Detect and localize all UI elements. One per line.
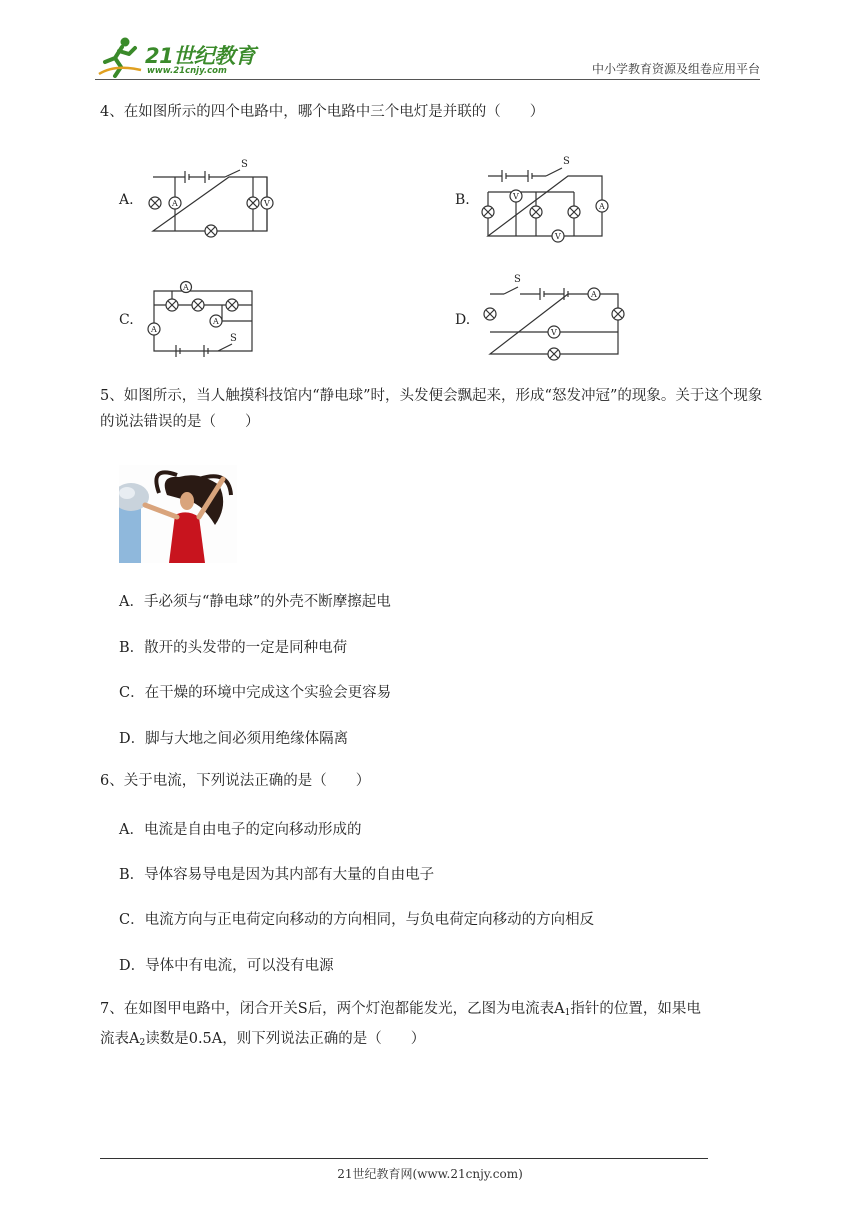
svg-text:A: A: [151, 325, 157, 334]
q5-option-d[interactable]: D．脚与大地之间必须用绝缘体隔离: [119, 731, 349, 747]
question-6-stem: 6、关于电流，下列说法正确的是（ ）: [100, 773, 371, 789]
q5-option-b[interactable]: B．散开的头发带的一定是同种电荷: [119, 640, 348, 656]
page-header: [95, 30, 760, 78]
q6-option-d[interactable]: D．导体中有电流，可以没有电源: [119, 958, 334, 974]
svg-text:S: S: [230, 333, 237, 344]
option-a-label: A.: [119, 192, 134, 208]
circuit-diagram-c: [142, 275, 267, 360]
svg-text:S: S: [241, 159, 248, 170]
svg-text:A: A: [172, 199, 178, 208]
circuit-diagram-d: [480, 270, 630, 362]
svg-text:A: A: [183, 283, 189, 292]
q6-option-a[interactable]: A．电流是自由电子的定向移动形成的: [119, 822, 362, 838]
svg-text:S: S: [563, 156, 570, 167]
logo-url: www.21cnjy.com: [147, 66, 227, 76]
svg-text:A: A: [213, 317, 219, 326]
svg-text:A: A: [591, 290, 597, 299]
q6-option-c[interactable]: C．电流方向与正电荷定向移动的方向相同，与负电荷定向移动的方向相反: [119, 912, 595, 928]
static-ball-photo: [119, 465, 237, 563]
question-4-stem: 4、在如图所示的四个电路中，哪个电路中三个电灯是并联的（ ）: [100, 104, 545, 120]
q7-text-3: 流表A: [100, 1031, 140, 1047]
option-d-label: D.: [455, 312, 471, 328]
header-divider: [95, 79, 760, 80]
footer-text[interactable]: 21世纪教育网(www.21cnjy.com): [337, 1167, 523, 1181]
logo-wordmark: 21世纪教育: [145, 44, 256, 68]
runner-logo-icon: [95, 34, 145, 78]
q7-text-4: 读数是0.5A，则下列说法正确的是（ ）: [145, 1031, 426, 1047]
option-b-label: B.: [455, 192, 470, 208]
circuit-diagram-b: [480, 152, 625, 244]
q5-option-a[interactable]: A．手必须与“静电球”的外壳不断摩擦起电: [119, 594, 391, 610]
q7-text-1: 7、在如图甲电路中，闭合开关S后，两个灯泡都能发光，乙图为电流表A: [100, 1001, 565, 1017]
circuit-diagram-a: [145, 155, 290, 243]
question-5-stem: 5、如图所示，当人触摸科技馆内“静电球”时，头发便会飘起来，形成“怒发冲冠”的现象。关于这个现象的说法错误的是（ ）: [100, 388, 763, 430]
svg-text:V: V: [555, 232, 561, 241]
svg-text:V: V: [264, 199, 270, 208]
svg-text:S: S: [514, 274, 521, 285]
option-c-label: C.: [119, 312, 134, 328]
q7-sub-1: 1: [564, 1008, 571, 1018]
q7-text-2: 指针的位置，如果电: [570, 1001, 701, 1017]
header-tagline: 中小学教育资源及组卷应用平台: [591, 62, 760, 76]
svg-text:V: V: [551, 328, 557, 337]
svg-text:V: V: [513, 192, 519, 201]
svg-text:A: A: [599, 202, 605, 211]
q6-option-b[interactable]: B．导体容易导电是因为其内部有大量的自由电子: [119, 867, 435, 883]
q5-option-c[interactable]: C．在干燥的环境中完成这个实验会更容易: [119, 685, 392, 701]
q7-sub-2: 2: [139, 1038, 146, 1048]
footer-divider: [100, 1158, 708, 1159]
question-7-stem: [100, 996, 765, 1056]
site-logo[interactable]: [95, 34, 265, 78]
